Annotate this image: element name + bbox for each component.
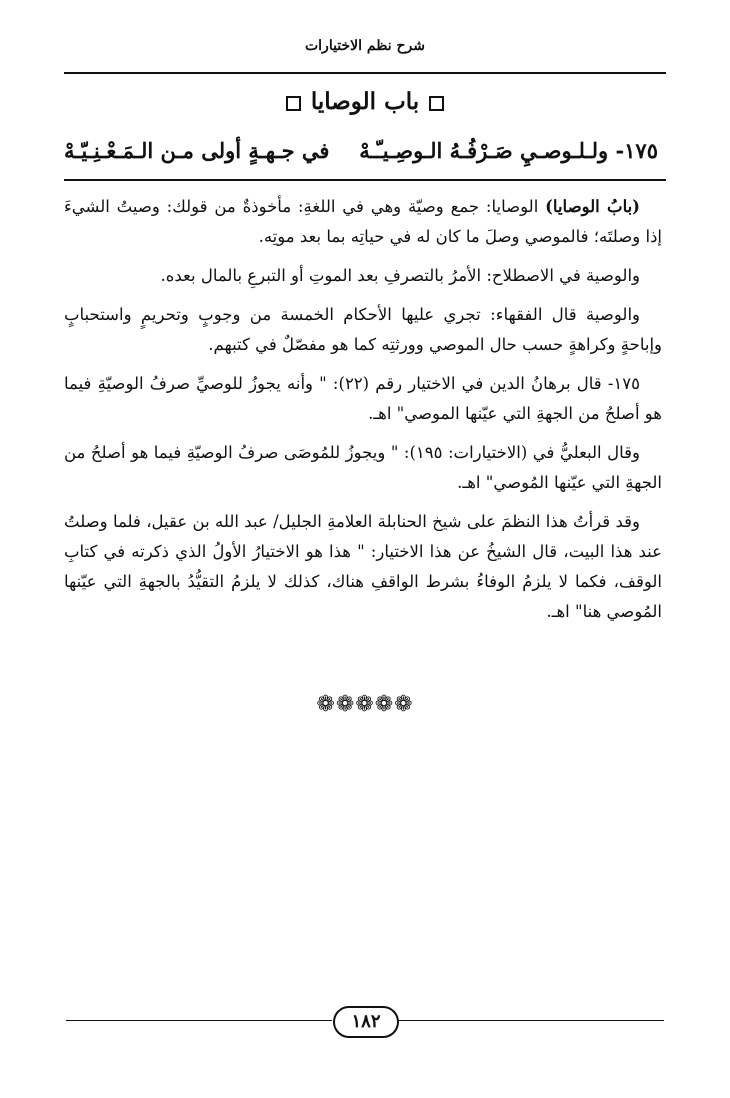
verse-second-hemistich: في جـهـةٍ أولى مـن الـمَـعْـنِـيّـهْ (64, 138, 330, 163)
paragraph-definition: (بابُ الوصايا) الوصايا: جمع وصيّة وهي في اللغةِ: مأخوذةٌ من قولك: وصيتُ الشيءَ إذا وصلتَه؛ فالموصي وصلَ ما كان له في حياتِه بما بعد موتِه. (64, 197, 662, 246)
paragraph-terminology: والوصية في الاصطلاح: الأمرُ بالتصرفِ بعد الموتِ أو التبرعِ بالمال بعده. (160, 266, 640, 285)
chapter-heading (62, 88, 668, 115)
section-end-ornament: ❁❁❁❁❁ (316, 692, 414, 717)
verse-first-hemistich: ١٧٥- ولـلـوصـيِ صَـرْفُـهُ الـوصِـيـّـهْ (359, 138, 658, 163)
header-divider (64, 72, 666, 74)
paragraph-teacher-comment: وقد قرأتُ هذا النظمَ على شيخ الحنابلة العلامةِ الجليل/ عبد الله بن عقيل، فلما وصلتُ عند هذا البيت، قال الشيخُ عن هذا الاختيار: " هذا هو الاختيارُ الأولُ الذي ذكرته في كتابِ الوقف، فكما لا يلزمُ الوفاءُ بشرط الواقفِ هناك، كذلك لا يلزمُ التقيُّدُ بالجهةِ التي عيّنها المُوصي هنا" اهـ. (64, 512, 662, 621)
poem-verse (64, 138, 658, 170)
footer-divider-left (66, 1020, 332, 1021)
verse-divider (64, 179, 666, 181)
paragraph-citation-baali: وقال البعليُّ في (الاختيارات: ١٩٥): " ويجوزُ للمُوصَى صرفُ الوصيّةِ فيما هو أصلحُ من الجهةِ التي عيّنها المُوصي" اهـ. (64, 443, 662, 492)
page-number: ١٨٢ (333, 1006, 399, 1038)
commentary-body (64, 192, 662, 636)
paragraph-lead: (بابُ الوصايا) (545, 197, 640, 216)
square-bullet-icon (286, 96, 301, 111)
running-head: شرح نظم الاختيارات (304, 38, 425, 54)
paragraph-citation-burhan: ١٧٥- قال برهانُ الدين في الاختيار رقم (٢٢): " وأنه يجوزُ للوصيِّ صرفُ الوصيّةِ فيما هو أصلحُ من الجهةِ التي عيّنها الموصي" اهـ. (64, 374, 662, 423)
footer-divider-right (398, 1020, 664, 1021)
chapter-title: باب الوصايا (310, 88, 420, 115)
square-bullet-icon (429, 96, 444, 111)
paragraph-rulings: والوصية قال الفقهاء: تجري عليها الأحكام الخمسة من وجوبٍ وتحريمٍ واستحبابٍ وإباحةٍ وكراهةٍ حسب حال الموصي وورثتِه كما هو مفصّلٌ في كتبهم. (64, 305, 662, 354)
